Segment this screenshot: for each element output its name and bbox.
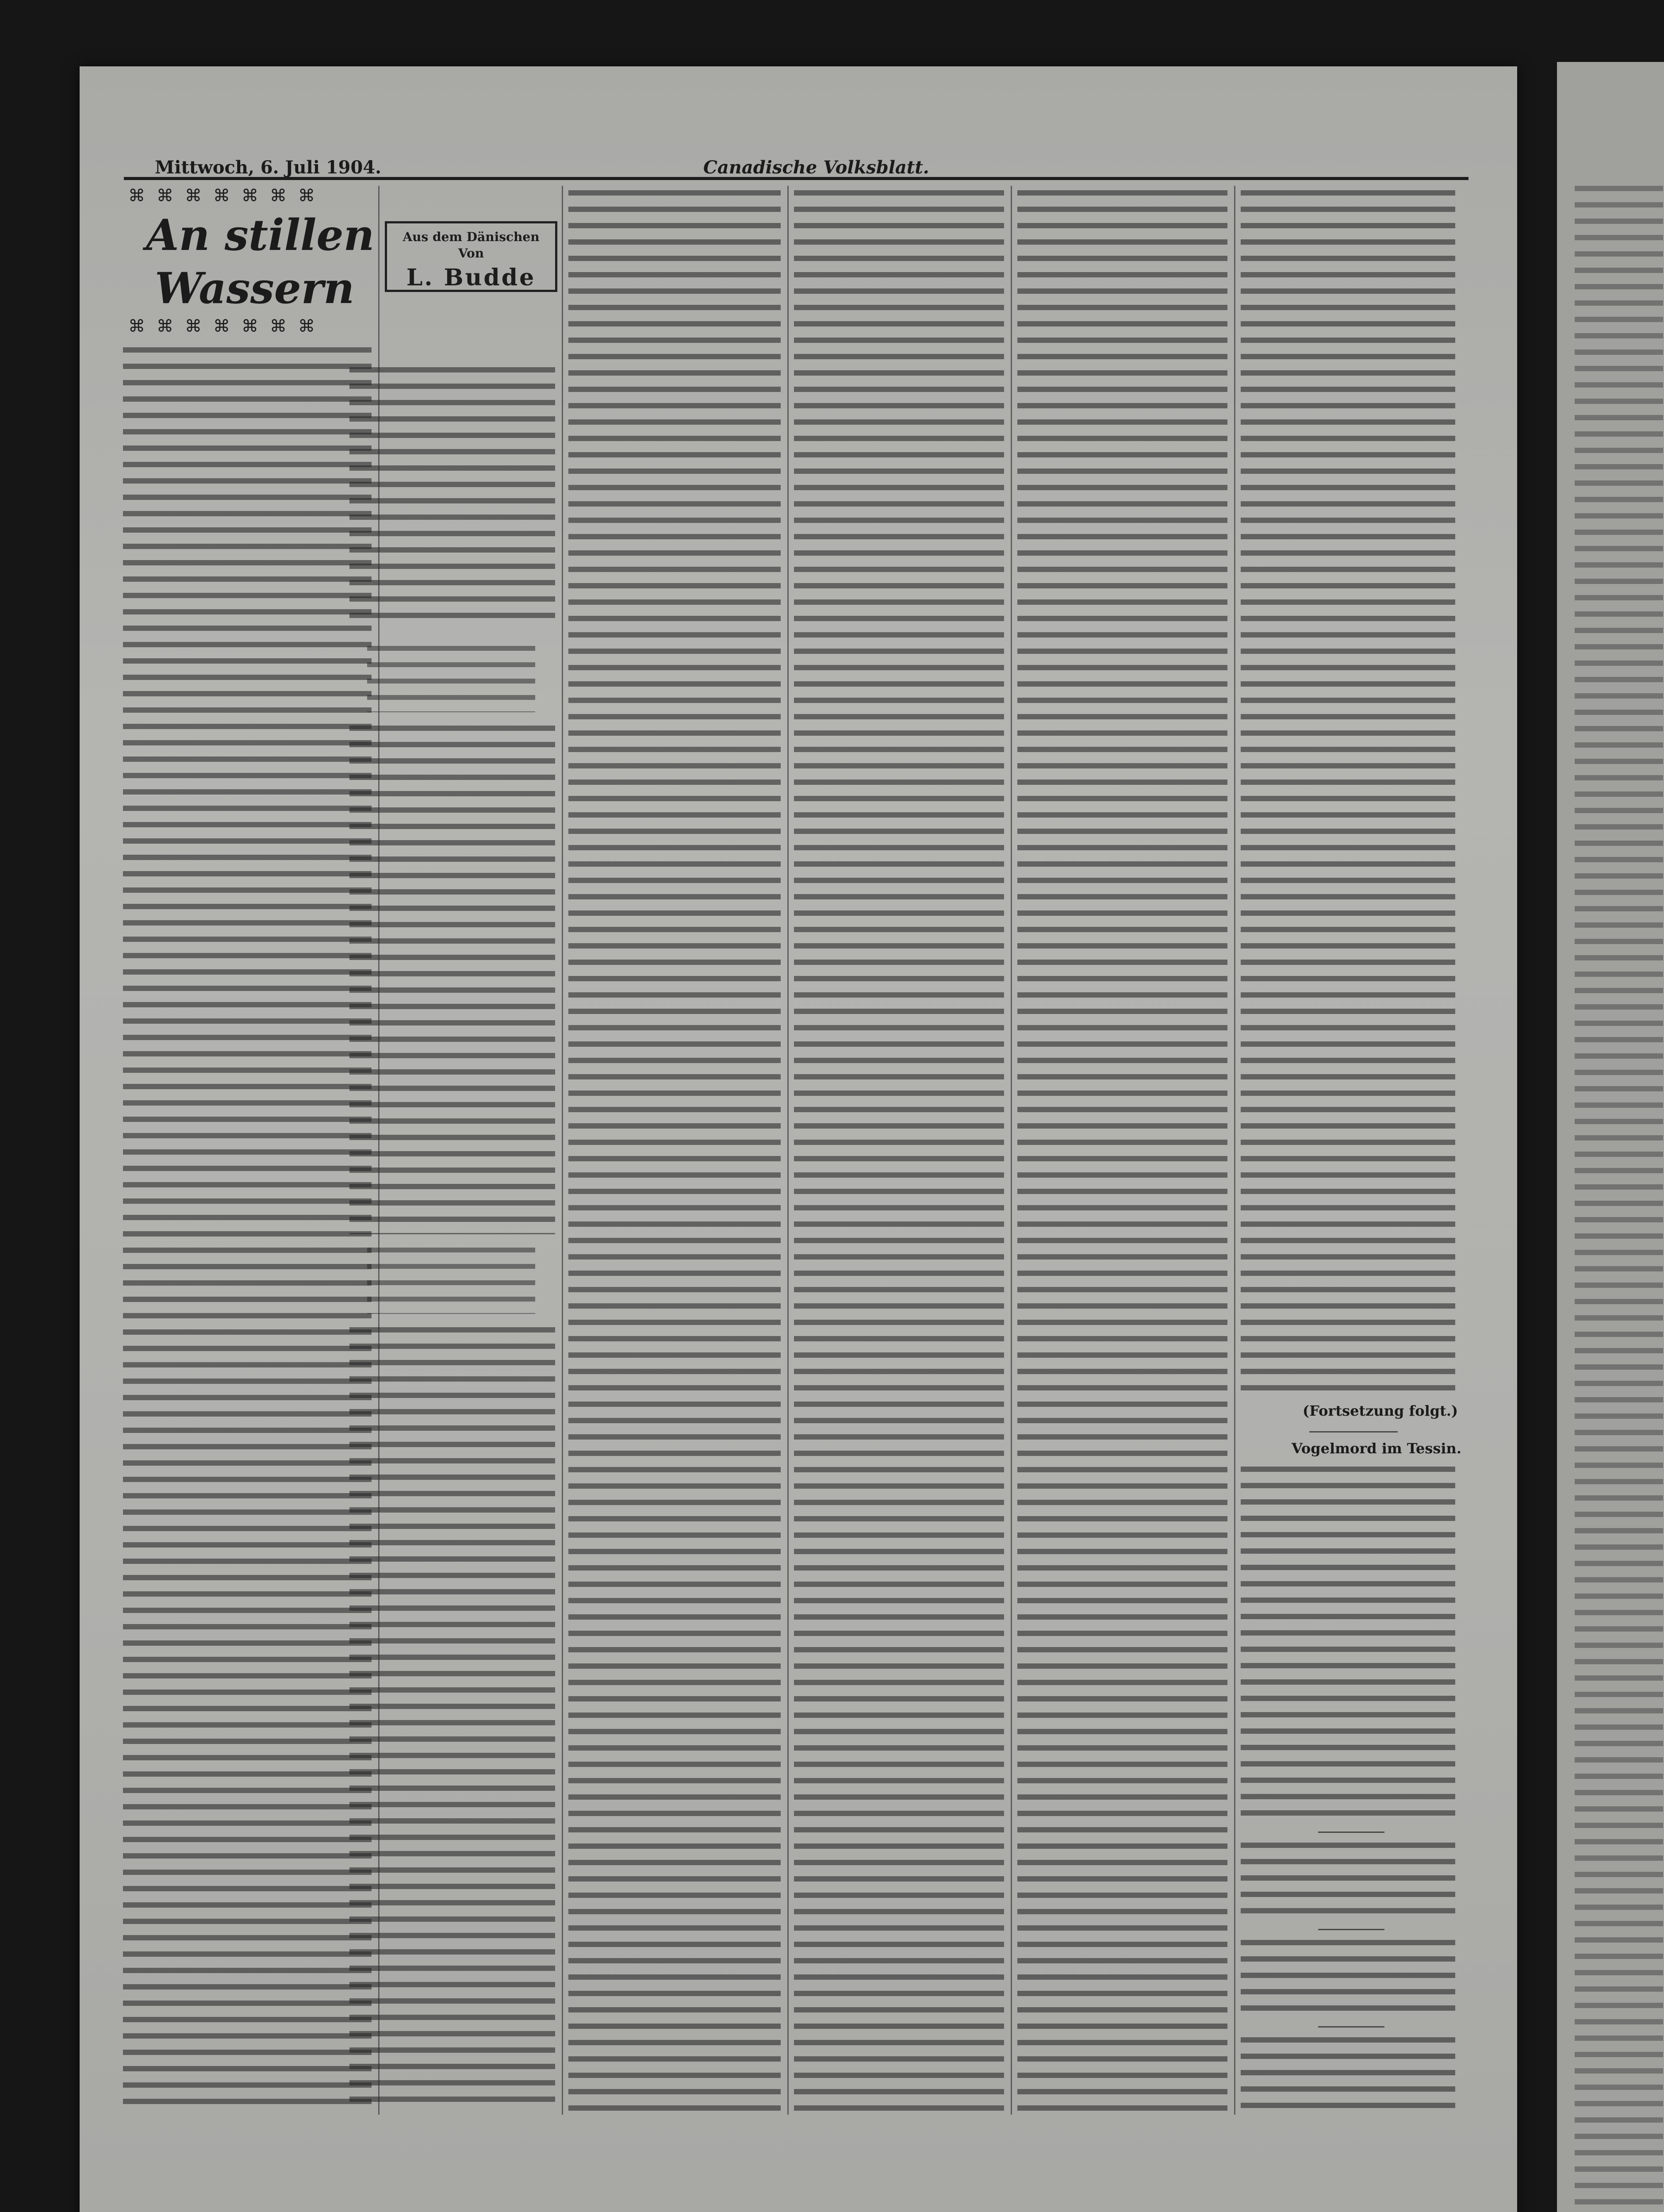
byline-von: Von [458,246,484,261]
news-heading: Vogelmord im Tessin. [1292,1440,1461,1457]
news-item-4 [1241,2037,1455,2112]
byline-author: L. Budde [406,264,536,291]
column-rule [1234,186,1235,2115]
masthead-date: Mittwoch, 6. Juli 1904. [155,157,382,178]
section-divider [1309,1431,1398,1432]
text-column-3 [568,190,781,2112]
section-divider [1318,2026,1384,2028]
section-divider [1318,1929,1384,1930]
column-rule [1011,186,1012,2115]
news-item-3 [1241,1940,1455,2020]
story-title-line-2: Wassern [155,263,355,313]
text-column-5 [1017,190,1227,2112]
byline-box [385,221,557,292]
text-column-1 [123,347,372,2112]
byline-prefix: Aus dem Dänischen [403,230,540,244]
column-rule [562,186,563,2115]
adjacent-page-text [1575,186,1663,2212]
story-title-line-1: An stillen [146,210,375,260]
poem-stanza [367,646,535,712]
text-column-2-top [349,367,555,619]
masthead-rule [124,177,1468,180]
column-rule [787,186,789,2115]
story-title-block [128,186,375,336]
section-divider [1318,1832,1384,1833]
news-item-1 [1241,1467,1455,1825]
ornament-row: ⌘⌘⌘⌘⌘⌘⌘ [128,186,326,205]
masthead [146,157,1464,188]
news-item-2 [1241,1843,1455,1922]
text-column-2-bottom [349,1327,555,2112]
ornament-row: ⌘⌘⌘⌘⌘⌘⌘ [128,316,326,336]
text-column-2-middle [349,726,555,1234]
text-column-6-top [1241,190,1455,1398]
continuation-note: (Fortsetzung folgt.) [1303,1402,1458,1419]
text-column-4 [794,190,1004,2112]
masthead-paper-name: Canadische Volksblatt. [703,157,929,178]
poem-stanza [367,1248,535,1314]
